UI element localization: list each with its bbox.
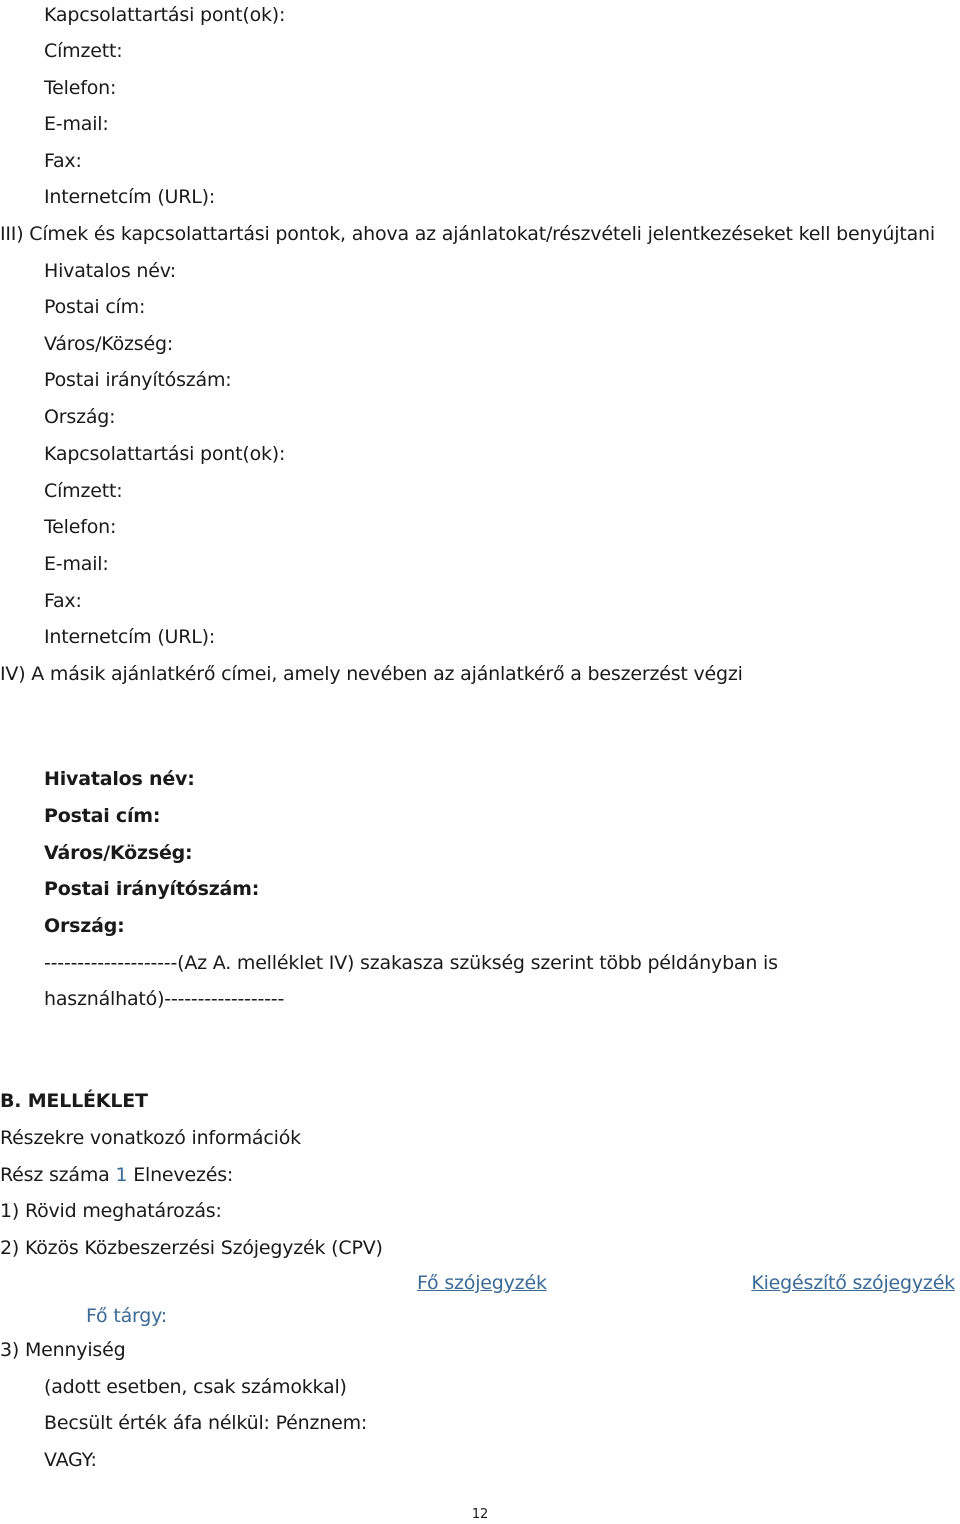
quantity-heading: 3) Mennyiség <box>0 1339 126 1361</box>
fax-label: Fax: <box>44 150 82 172</box>
city-label: Város/Község: <box>44 842 193 864</box>
or-label: VAGY: <box>44 1449 97 1471</box>
annex-note-line: használható)------------------ <box>44 988 285 1010</box>
main-object-label: Fő tárgy: <box>86 1305 168 1327</box>
addressee-label: Címzett: <box>44 40 123 62</box>
addressee-label: Címzett: <box>44 480 123 502</box>
email-label: E-mail: <box>44 113 109 135</box>
official-name-label: Hivatalos név: <box>44 768 195 790</box>
annex-b-title: B. MELLÉKLET <box>0 1090 148 1112</box>
part-number-row <box>0 1163 233 1187</box>
postal-code-label: Postai irányítószám: <box>44 878 260 900</box>
official-name-label: Hivatalos név: <box>44 260 176 282</box>
quantity-note: (adott esetben, csak számokkal) <box>44 1376 347 1398</box>
country-label: Ország: <box>44 406 116 428</box>
annex-note-line: --------------------(Az A. melléklet IV) szakasza szükség szerint több példányban is <box>44 952 778 974</box>
contact-points-label: Kapcsolattartási pont(ok): <box>44 443 286 465</box>
postal-code-label: Postai irányítószám: <box>44 369 232 391</box>
fax-label: Fax: <box>44 590 82 612</box>
url-label: Internetcím (URL): <box>44 626 216 648</box>
page-number: 12 <box>471 1507 489 1522</box>
postal-address-label: Postai cím: <box>44 296 146 318</box>
supplementary-vocabulary-link[interactable]: Kiegészítő szójegyzék <box>751 1272 955 1294</box>
url-label: Internetcím (URL): <box>44 186 216 208</box>
cpv-heading: 2) Közös Közbeszerzési Szójegyzék (CPV) <box>0 1237 383 1259</box>
annex-b-subtitle: Részekre vonatkozó információk <box>0 1127 301 1149</box>
short-description-label: 1) Rövid meghatározás: <box>0 1200 222 1222</box>
email-label: E-mail: <box>44 553 109 575</box>
estimated-value-label: Becsült érték áfa nélkül: Pénznem: <box>44 1412 368 1434</box>
section-iv-heading: IV) A másik ajánlatkérő címei, amely nevében az ajánlatkérő a beszerzést végzi <box>0 663 743 685</box>
phone-label: Telefon: <box>44 516 117 538</box>
phone-label: Telefon: <box>44 77 117 99</box>
contact-points-label: Kapcsolattartási pont(ok): <box>44 4 286 26</box>
part-number-value: 1 <box>115 1164 128 1186</box>
postal-address-label: Postai cím: <box>44 805 161 827</box>
country-label: Ország: <box>44 915 125 937</box>
part-name-label: Elnevezés: <box>133 1164 234 1186</box>
city-label: Város/Község: <box>44 333 174 355</box>
main-vocabulary-link[interactable]: Fő szójegyzék <box>417 1272 547 1294</box>
section-iii-heading: III) Címek és kapcsolattartási pontok, ahova az ajánlatokat/részvételi jelentkezéseket kell benyújtani <box>0 223 935 245</box>
part-number-label: Rész száma <box>0 1164 110 1186</box>
